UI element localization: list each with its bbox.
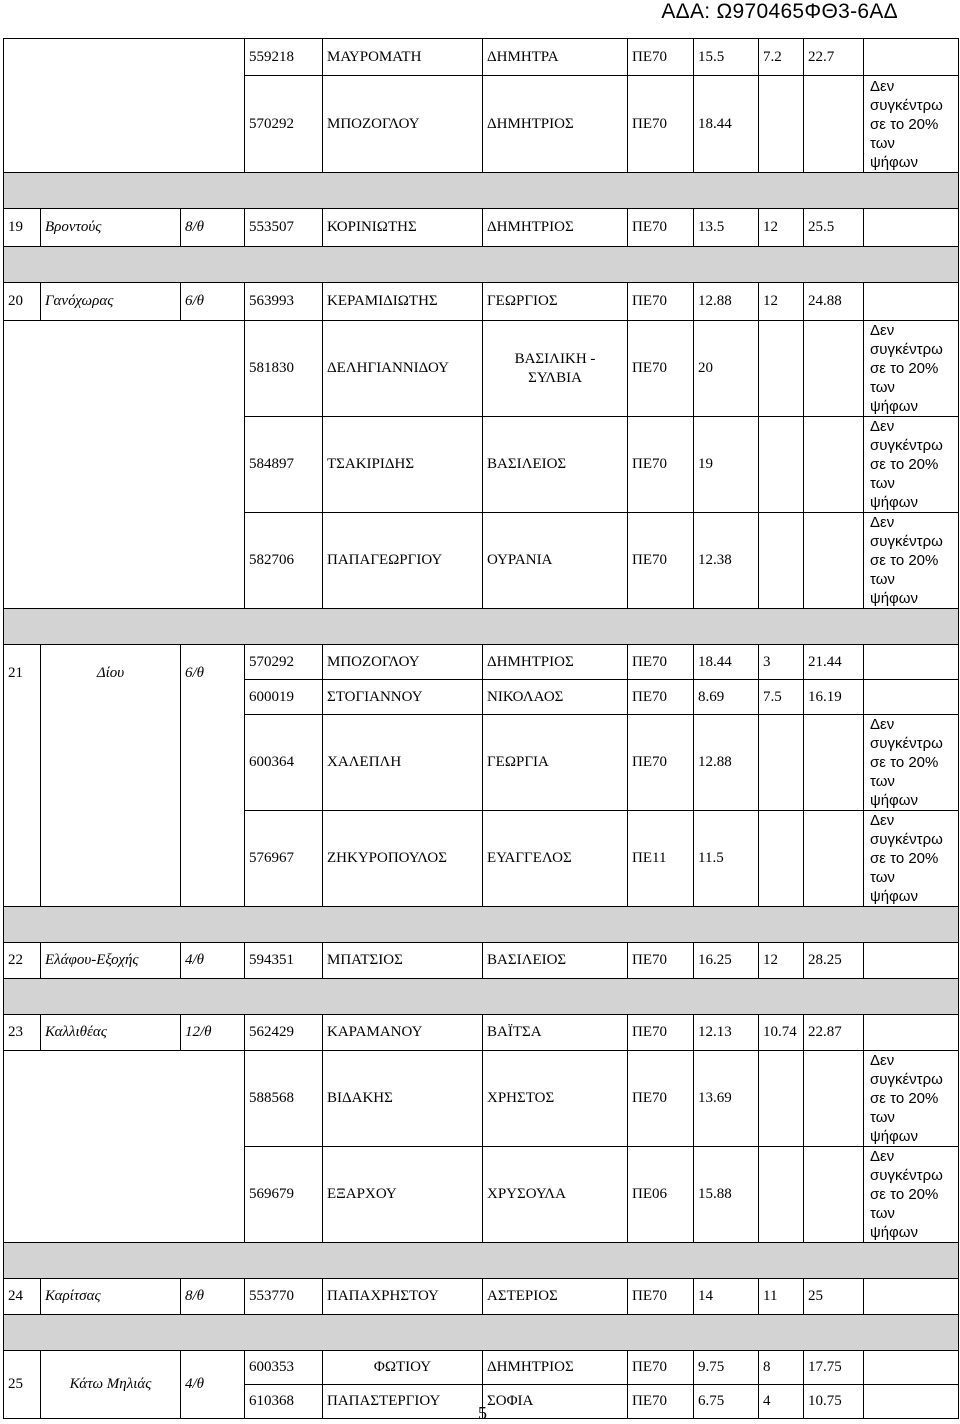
table-row (4, 1015, 959, 1051)
score-total: 17.75 (804, 1351, 864, 1385)
separator-row (4, 1243, 959, 1279)
candidate-code: 570292 (245, 76, 323, 173)
candidate-name: ΓΕΩΡΓΙΟΣ (483, 283, 628, 321)
table-row (4, 39, 959, 76)
score-total: 28.25 (804, 943, 864, 979)
score-a: 12.88 (694, 283, 759, 321)
score-a: 12.38 (694, 513, 759, 609)
candidate-code: 600364 (245, 715, 323, 811)
candidate-name: ΔΗΜΗΤΡΙΟΣ (483, 1351, 628, 1385)
score-total (804, 1051, 864, 1147)
score-total (804, 76, 864, 173)
school-organicity: 6/θ (181, 645, 245, 907)
school-name: Βροντούς (41, 209, 181, 247)
score-total: 22.87 (804, 1015, 864, 1051)
score-b (759, 1147, 804, 1243)
school-organicity: 8/θ (181, 209, 245, 247)
school-organicity: 4/θ (181, 1351, 245, 1419)
candidate-code: 582706 (245, 513, 323, 609)
candidate-surname: ΠΑΠΑΧΡΗΣΤΟΥ (323, 1279, 483, 1315)
candidate-name: ΒΑΣΙΛΕΙΟΣ (483, 417, 628, 513)
candidate-branch: ΠΕ70 (628, 645, 694, 680)
candidate-code: 610368 (245, 1385, 323, 1419)
school-number: 22 (4, 943, 41, 979)
score-total: 24.88 (804, 283, 864, 321)
score-a: 18.44 (694, 76, 759, 173)
score-total (804, 715, 864, 811)
document-ada-code: ΑΔΑ: Ω970465ΦΘ3-6ΑΔ (661, 0, 898, 23)
candidate-branch: ΠΕ70 (628, 1051, 694, 1147)
candidate-name: ΓΕΩΡΓΙΑ (483, 715, 628, 811)
score-total: 16.19 (804, 680, 864, 715)
candidate-branch: ΠΕ70 (628, 1279, 694, 1315)
note-cell: Δεν συγκέντρω σε το 20% των ψήφων (864, 417, 959, 513)
note-cell (864, 680, 959, 715)
candidate-branch: ΠΕ70 (628, 283, 694, 321)
note-cell (864, 209, 959, 247)
candidate-code: 569679 (245, 1147, 323, 1243)
school-name: Καρίτσας (41, 1279, 181, 1315)
note-cell (864, 1351, 959, 1385)
candidate-surname: ΠΑΠΑΓΕΩΡΓΙΟΥ (323, 513, 483, 609)
score-total (804, 417, 864, 513)
note-cell: Δεν συγκέντρω σε το 20% των ψήφων (864, 1051, 959, 1147)
candidate-branch: ΠΕ70 (628, 321, 694, 417)
score-total: 21.44 (804, 645, 864, 680)
table-row (4, 1051, 959, 1147)
candidate-surname: ΚΟΡΙΝΙΩΤΗΣ (323, 209, 483, 247)
separator-row (4, 173, 959, 209)
score-a: 12.88 (694, 715, 759, 811)
candidate-branch: ΠΕ70 (628, 1351, 694, 1385)
score-total (804, 811, 864, 907)
score-total (804, 321, 864, 417)
score-b (759, 513, 804, 609)
candidate-code: 576967 (245, 811, 323, 907)
candidate-name: ΔΗΜΗΤΡΙΟΣ (483, 209, 628, 247)
candidate-surname: ΣΤΟΓΙΑΝΝΟΥ (323, 680, 483, 715)
candidate-name: ΧΡΥΣΟΥΛΑ (483, 1147, 628, 1243)
score-a: 11.5 (694, 811, 759, 907)
candidate-code: 570292 (245, 645, 323, 680)
candidate-name: ΒΑΪΤΣΑ (483, 1015, 628, 1051)
candidate-branch: ΠΕ70 (628, 513, 694, 609)
candidate-surname: ΜΠΟΖΟΓΛΟΥ (323, 645, 483, 680)
score-a: 15.88 (694, 1147, 759, 1243)
note-cell (864, 283, 959, 321)
candidate-surname: ΚΑΡΑΜΑΝΟΥ (323, 1015, 483, 1051)
score-b: 12 (759, 209, 804, 247)
candidate-branch: ΠΕ70 (628, 1015, 694, 1051)
school-name: Γανόχωρας (41, 283, 181, 321)
candidate-name: ΟΥΡΑΝΙΑ (483, 513, 628, 609)
candidate-name: ΔΗΜΗΤΡΙΟΣ (483, 76, 628, 173)
school-number: 23 (4, 1015, 41, 1051)
table-row (4, 283, 959, 321)
candidate-name: ΒΑΣΙΛΙΚΗ - ΣΥΛΒΙΑ (483, 321, 628, 417)
score-total: 22.7 (804, 39, 864, 76)
candidate-surname: ΕΞΑΡΧΟΥ (323, 1147, 483, 1243)
separator-row (4, 979, 959, 1015)
school-number: 20 (4, 283, 41, 321)
school-number: 21 (4, 645, 41, 907)
candidate-name: ΕΥΑΓΓΕΛΟΣ (483, 811, 628, 907)
separator-row (4, 247, 959, 283)
candidate-code: 563993 (245, 283, 323, 321)
note-cell: Δεν συγκέντρω σε το 20% των ψήφων (864, 715, 959, 811)
candidate-code: 553507 (245, 209, 323, 247)
candidate-branch: ΠΕ11 (628, 811, 694, 907)
score-a: 15.5 (694, 39, 759, 76)
candidate-surname: ΔΕΛΗΓΙΑΝΝΙΔΟΥ (323, 321, 483, 417)
candidate-branch: ΠΕ70 (628, 209, 694, 247)
candidate-surname: ΖΗΚΥΡΟΠΟΥΛΟΣ (323, 811, 483, 907)
page-number: 5 (478, 1403, 487, 1423)
school-name: Καλλιθέας (41, 1015, 181, 1051)
score-b: 12 (759, 943, 804, 979)
candidate-name: ΑΣΤΕΡΙΟΣ (483, 1279, 628, 1315)
candidate-code: 562429 (245, 1015, 323, 1051)
school-organicity: 4/θ (181, 943, 245, 979)
score-total: 25.5 (804, 209, 864, 247)
note-cell: Δεν συγκέντρω σε το 20% των ψήφων (864, 321, 959, 417)
score-a: 8.69 (694, 680, 759, 715)
candidate-code: 553770 (245, 1279, 323, 1315)
candidate-surname: ΤΣΑΚΙΡΙΔΗΣ (323, 417, 483, 513)
candidate-name: ΣΟΦΙΑ (483, 1385, 628, 1419)
school-number: 19 (4, 209, 41, 247)
candidate-surname: ΠΑΠΑΣΤΕΡΓΙΟΥ (323, 1385, 483, 1419)
school-organicity: 12/θ (181, 1015, 245, 1051)
table-row (4, 1279, 959, 1315)
candidate-code: 600353 (245, 1351, 323, 1385)
candidate-branch: ΠΕ70 (628, 715, 694, 811)
score-b: 10.74 (759, 1015, 804, 1051)
candidate-name: ΒΑΣΙΛΕΙΟΣ (483, 943, 628, 979)
empty-school-cell (4, 321, 245, 609)
score-b: 3 (759, 645, 804, 680)
score-a: 9.75 (694, 1351, 759, 1385)
score-a: 16.25 (694, 943, 759, 979)
candidate-surname: ΜΑΥΡΟΜΑΤΗ (323, 39, 483, 76)
candidate-branch: ΠΕ70 (628, 39, 694, 76)
candidate-code: 588568 (245, 1051, 323, 1147)
score-a: 20 (694, 321, 759, 417)
school-number: 24 (4, 1279, 41, 1315)
score-b: 12 (759, 283, 804, 321)
score-b: 4 (759, 1385, 804, 1419)
note-cell (864, 645, 959, 680)
school-name: Δίου (41, 645, 181, 907)
candidate-branch: ΠΕ70 (628, 680, 694, 715)
separator-row (4, 609, 959, 645)
score-a: 19 (694, 417, 759, 513)
school-organicity: 8/θ (181, 1279, 245, 1315)
table-row (4, 209, 959, 247)
candidate-code: 594351 (245, 943, 323, 979)
score-b: 11 (759, 1279, 804, 1315)
score-total (804, 513, 864, 609)
candidate-branch: ΠΕ70 (628, 417, 694, 513)
candidate-code: 584897 (245, 417, 323, 513)
score-b: 7.5 (759, 680, 804, 715)
score-total: 25 (804, 1279, 864, 1315)
note-cell (864, 1385, 959, 1419)
school-name: Κάτω Μηλιάς (41, 1351, 181, 1419)
table-row (4, 1351, 959, 1385)
score-a: 12.13 (694, 1015, 759, 1051)
score-b: 7.2 (759, 39, 804, 76)
candidate-code: 600019 (245, 680, 323, 715)
candidate-surname: ΚΕΡΑΜΙΔΙΩΤΗΣ (323, 283, 483, 321)
score-b (759, 76, 804, 173)
candidate-surname: ΧΑΛΕΠΛΗ (323, 715, 483, 811)
note-cell: Δεν συγκέντρω σε το 20% των ψήφων (864, 1147, 959, 1243)
candidate-surname: ΜΠΑΤΣΙΟΣ (323, 943, 483, 979)
candidate-branch: ΠΕ70 (628, 1385, 694, 1419)
score-b (759, 1051, 804, 1147)
note-cell: Δεν συγκέντρω σε το 20% των ψήφων (864, 811, 959, 907)
table-row (4, 645, 959, 680)
candidate-code: 559218 (245, 39, 323, 76)
separator-row (4, 1315, 959, 1351)
table-row (4, 321, 959, 417)
score-a: 14 (694, 1279, 759, 1315)
score-b (759, 715, 804, 811)
candidate-surname: ΦΩΤΙΟΥ (323, 1351, 483, 1385)
candidate-branch: ΠΕ70 (628, 76, 694, 173)
score-b (759, 811, 804, 907)
candidate-name: ΧΡΗΣΤΟΣ (483, 1051, 628, 1147)
score-b: 8 (759, 1351, 804, 1385)
score-total: 10.75 (804, 1385, 864, 1419)
candidate-code: 581830 (245, 321, 323, 417)
school-number: 25 (4, 1351, 41, 1419)
score-a: 13.5 (694, 209, 759, 247)
note-cell (864, 1015, 959, 1051)
candidate-name: ΔΗΜΗΤΡΑ (483, 39, 628, 76)
note-cell (864, 39, 959, 76)
empty-school-cell (4, 1051, 245, 1243)
results-table (3, 38, 959, 1419)
school-name: Ελάφου-Εξοχής (41, 943, 181, 979)
candidate-name: ΝΙΚΟΛΑΟΣ (483, 680, 628, 715)
candidate-surname: ΒΙΔΑΚΗΣ (323, 1051, 483, 1147)
candidate-branch: ΠΕ06 (628, 1147, 694, 1243)
note-cell: Δεν συγκέντρω σε το 20% των ψήφων (864, 76, 959, 173)
school-organicity: 6/θ (181, 283, 245, 321)
score-a: 6.75 (694, 1385, 759, 1419)
note-cell (864, 943, 959, 979)
separator-row (4, 907, 959, 943)
table-row (4, 943, 959, 979)
note-cell: Δεν συγκέντρω σε το 20% των ψήφων (864, 513, 959, 609)
score-a: 13.69 (694, 1051, 759, 1147)
score-b (759, 417, 804, 513)
empty-school-cell (4, 39, 245, 173)
note-cell (864, 1279, 959, 1315)
score-a: 18.44 (694, 645, 759, 680)
candidate-branch: ΠΕ70 (628, 943, 694, 979)
score-b (759, 321, 804, 417)
score-total (804, 1147, 864, 1243)
candidate-name: ΔΗΜΗΤΡΙΟΣ (483, 645, 628, 680)
candidate-surname: ΜΠΟΖΟΓΛΟΥ (323, 76, 483, 173)
